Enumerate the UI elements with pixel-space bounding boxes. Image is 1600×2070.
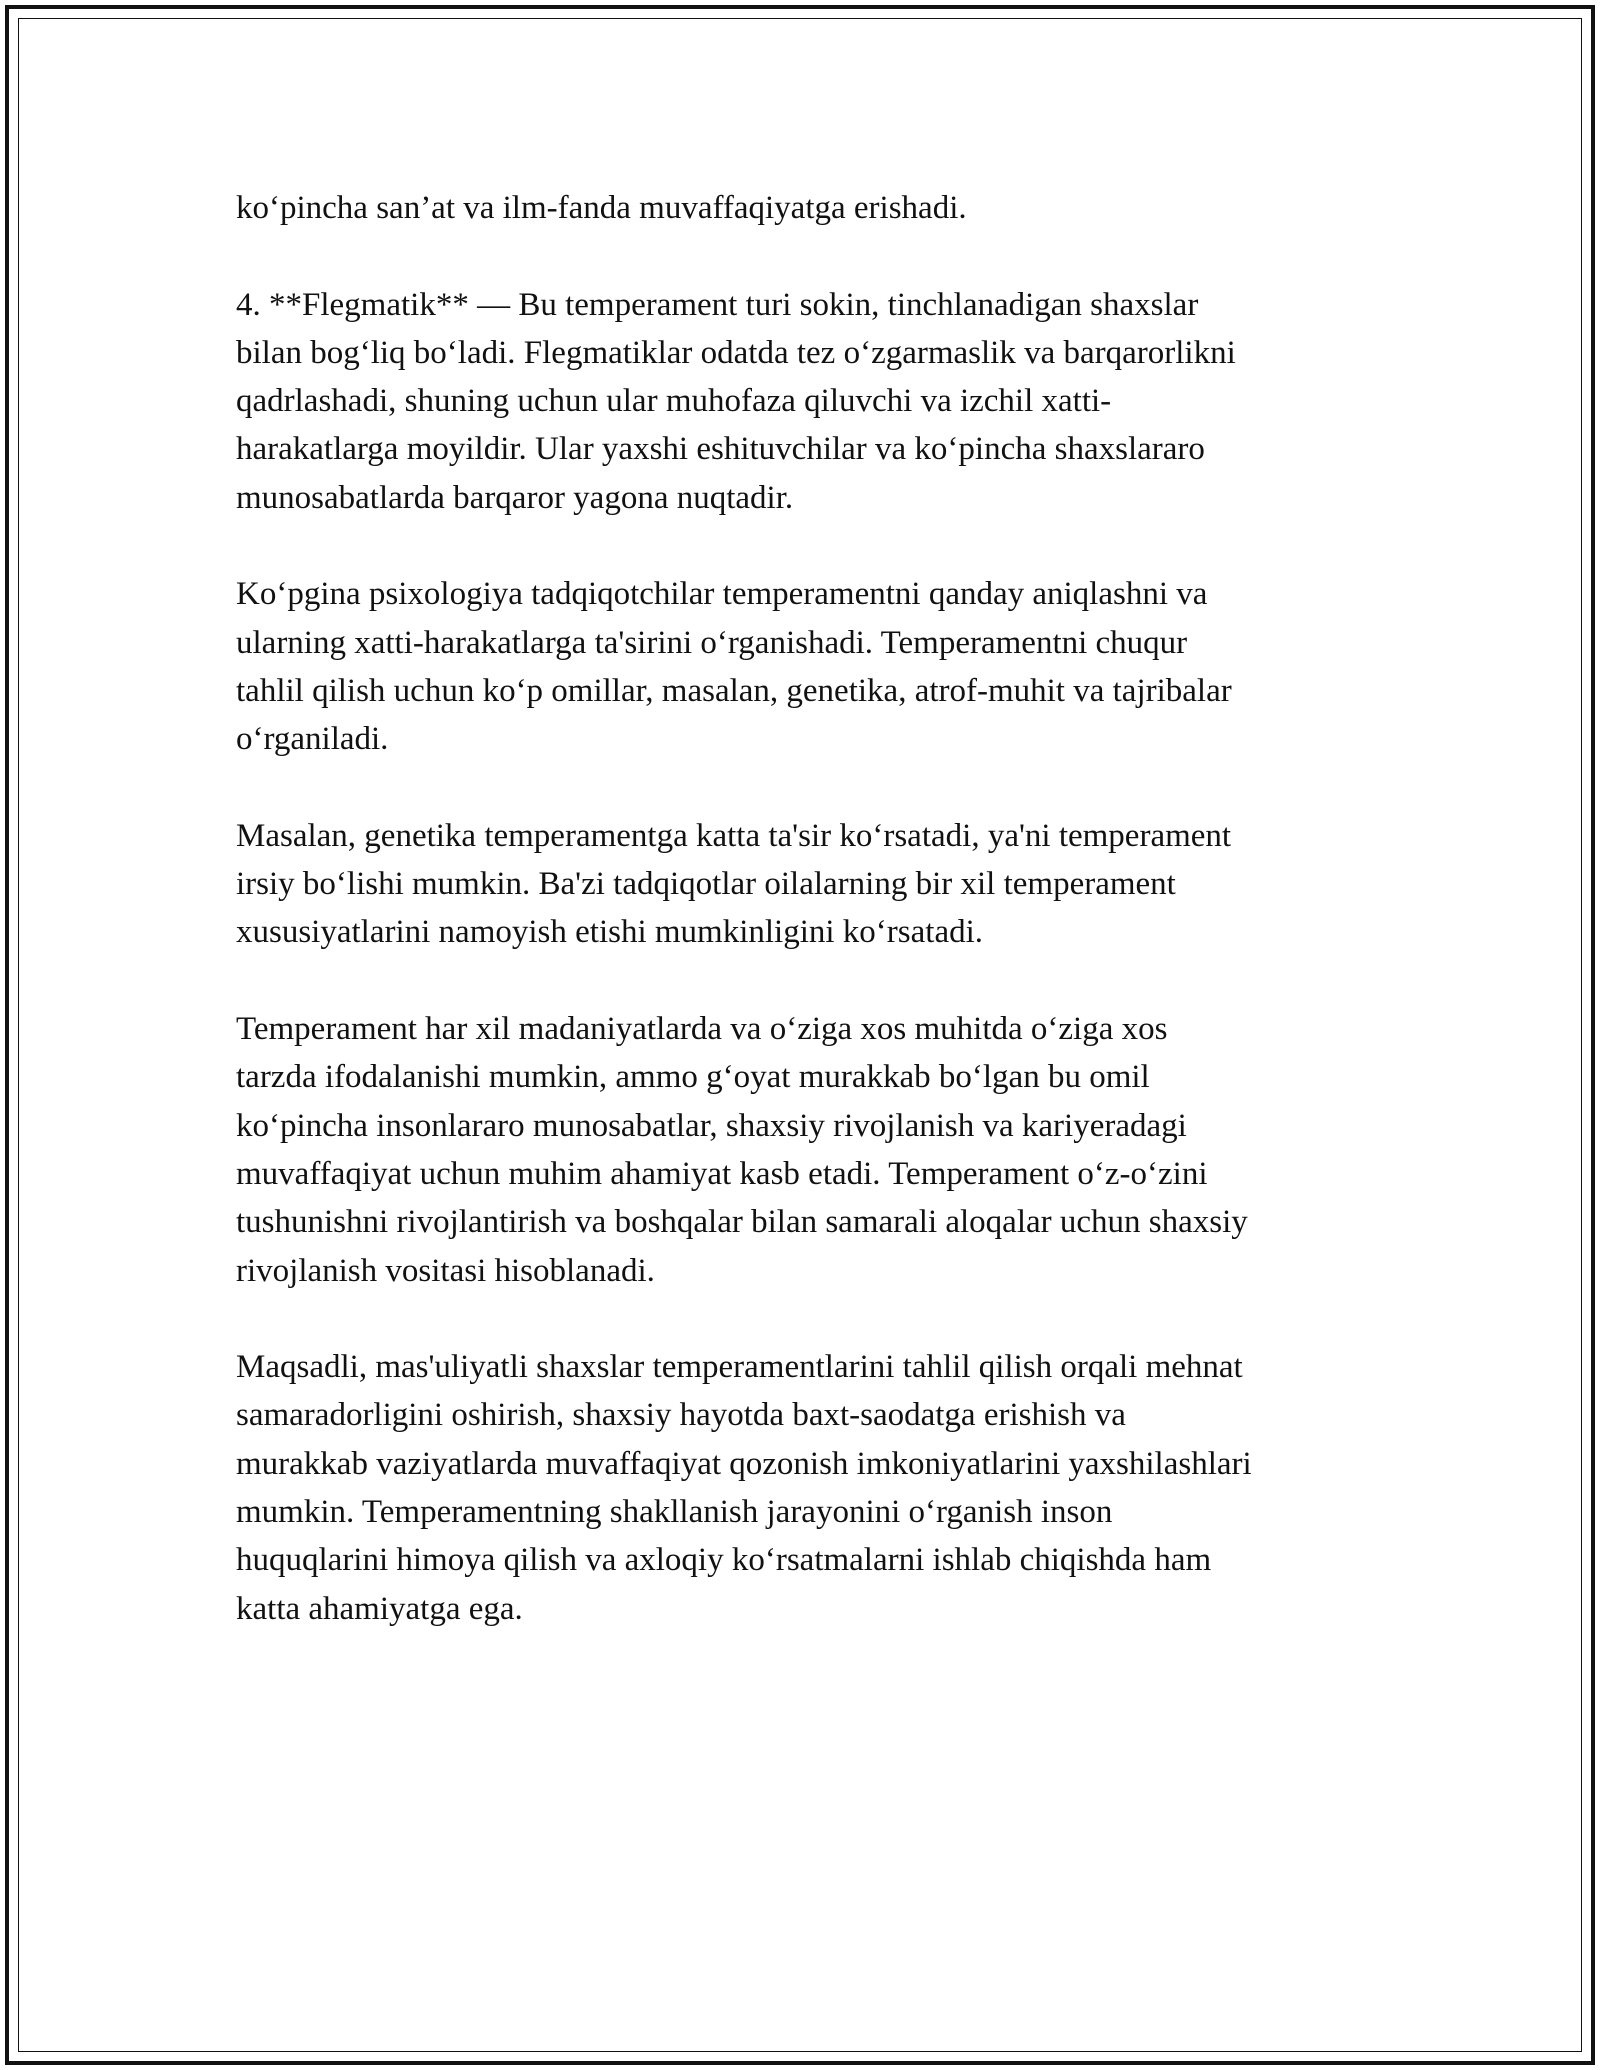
- text-line: katta ahamiyatga ega.: [236, 1590, 523, 1627]
- text-line: o‘rganiladi.: [236, 721, 389, 758]
- text-line: muvaffaqiyat uchun muhim ahamiyat kasb etadi. Temperament o‘z-o‘zini: [236, 1155, 1208, 1192]
- text-line: irsiy bo‘lishi mumkin. Ba'zi tadqiqotlar oilalarning bir xil temperament: [236, 866, 1176, 903]
- text-line: ularning xatti-harakatlarga ta'sirini o‘rganishadi. Temperamentni chuqur: [236, 624, 1188, 661]
- text-line: ko‘pincha insonlararo munosabatlar, shaxsiy rivojlanish va kariyeradagi: [236, 1107, 1187, 1144]
- text-line: ko‘pincha san’at va ilm-fanda muvaffaqiyatga erishadi.: [236, 190, 967, 226]
- text-line: tarzda ifodalanishi mumkin, ammo g‘oyat murakkab bo‘lgan bu omil: [236, 1059, 1150, 1096]
- text-line: tahlil qilish uchun ko‘p omillar, masalan, genetika, atrof-muhit va tajribalar: [236, 672, 1232, 709]
- paragraph-research: [236, 570, 1376, 763]
- text-line: tushunishni rivojlantirish va boshqalar bilan samarali aloqalar uchun shaxsiy: [236, 1204, 1248, 1241]
- paragraph-conclusion: [236, 1343, 1376, 1633]
- text-line: Maqsadli, mas'uliyatli shaxslar temperamentlarini tahlil qilish orqali mehnat: [236, 1349, 1243, 1386]
- text-line: mumkin. Temperamentning shakllanish jarayonini o‘rganish inson: [236, 1494, 1113, 1531]
- text-line: qadrlashadi, shuning uchun ular muhofaza qiluvchi va izchil xatti-: [236, 383, 1112, 420]
- paragraph-culture: [236, 1005, 1376, 1295]
- text-line: Temperament har xil madaniyatlarda va o‘ziga xos muhitda o‘ziga xos: [236, 1011, 1168, 1048]
- text-line: xususiyatlarini namoyish etishi mumkinligini ko‘rsatadi.: [236, 914, 984, 951]
- paragraph-continuation: [236, 184, 1376, 232]
- text-line: huquqlarini himoya qilish va axloqiy ko‘rsatmalarni ishlab chiqishda ham: [236, 1542, 1212, 1579]
- paragraph-flegmatik: [236, 281, 1376, 522]
- document-body: [236, 184, 1376, 1681]
- text-line: bilan bog‘liq bo‘ladi. Flegmatiklar odatda tez o‘zgarmaslik va barqarorlikni: [236, 334, 1236, 371]
- paragraph-genetics: [236, 812, 1376, 957]
- text-line: Masalan, genetika temperamentga katta ta'sir ko‘rsatadi, ya'ni temperament: [236, 817, 1232, 854]
- text-line: murakkab vaziyatlarda muvaffaqiyat qozonish imkoniyatlarini yaxshilashlari: [236, 1445, 1252, 1482]
- text-line: harakatlarga moyildir. Ular yaxshi eshituvchilar va ko‘pincha shaxslararo: [236, 431, 1205, 468]
- text-line: munosabatlarda barqaror yagona nuqtadir.: [236, 479, 794, 516]
- text-line: Ko‘pgina psixologiya tadqiqotchilar temperamentni qanday aniqlashni va: [236, 576, 1208, 613]
- text-line: rivojlanish vositasi hisoblanadi.: [236, 1252, 655, 1289]
- text-line: 4. **Flegmatik** — Bu temperament turi sokin, tinchlanadigan shaxslar: [236, 286, 1199, 323]
- text-line: samaradorligini oshirish, shaxsiy hayotda baxt-saodatga erishish va: [236, 1397, 1126, 1434]
